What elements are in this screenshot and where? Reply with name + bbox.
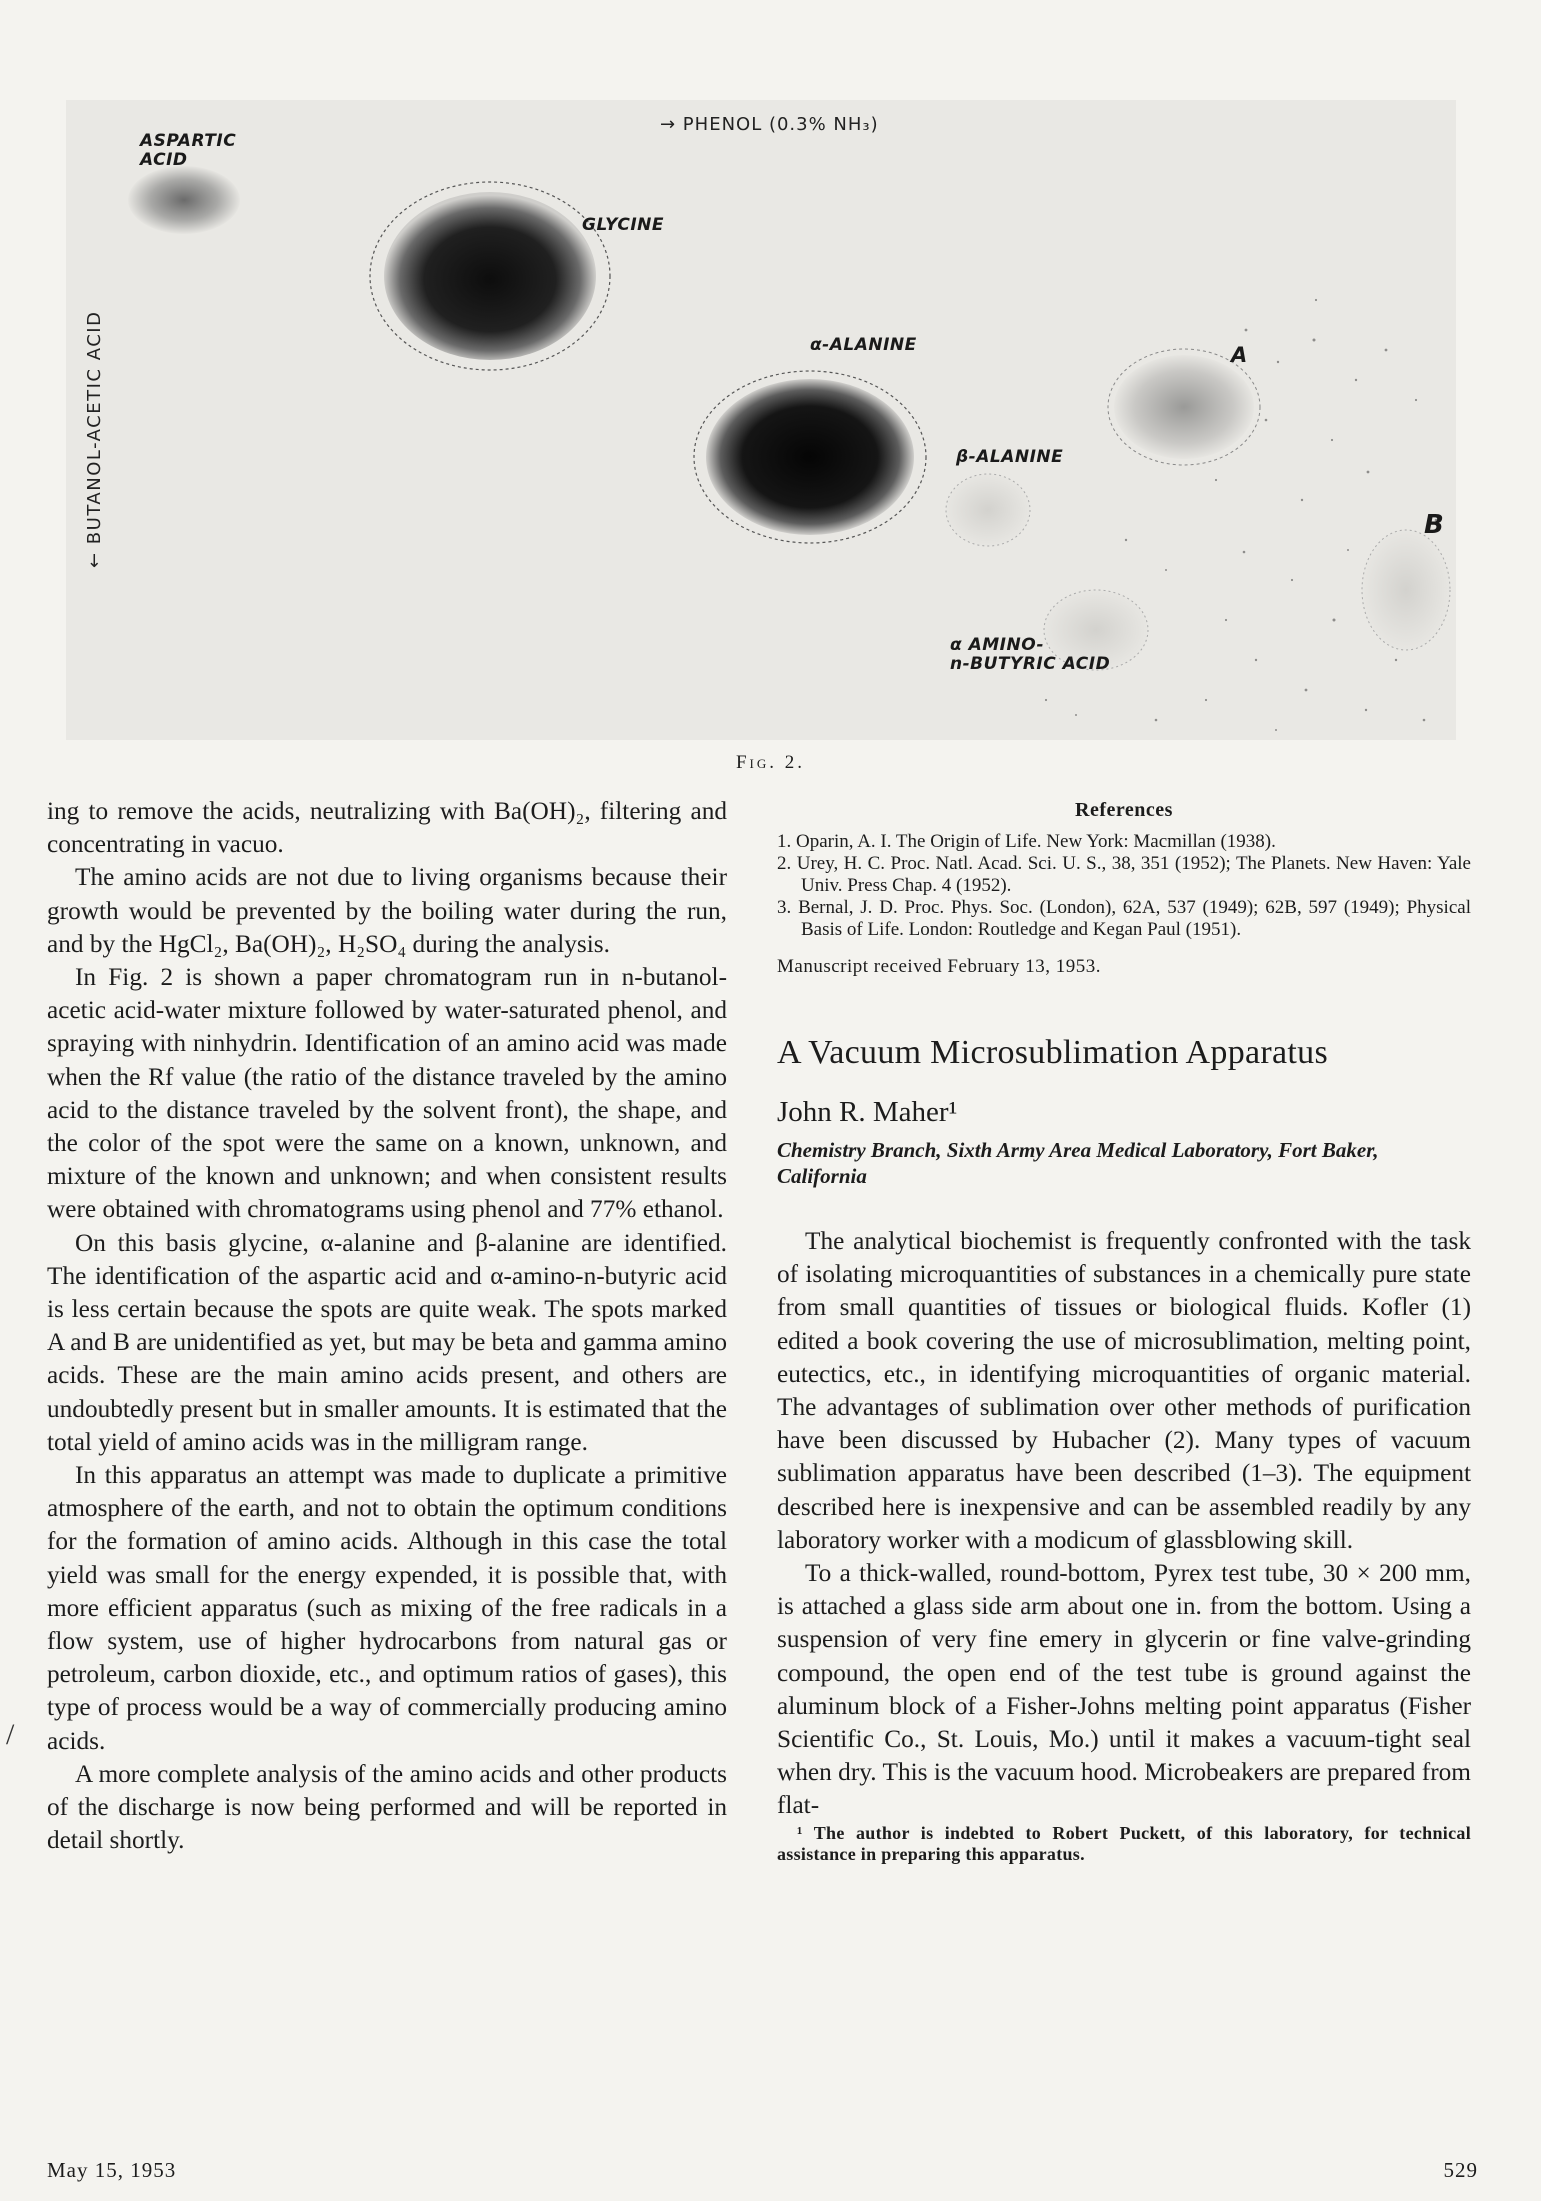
left-paragraph-1: ing to remove the acids, neutralizing with Ba(OH)₂, filtering and concentrating in vacuo.	[47, 797, 727, 859]
reference-item: 1. Oparin, A. I. The Origin of Life. New York: Macmillan (1938).	[777, 831, 1276, 852]
spot-aspartic-acid	[128, 166, 240, 234]
left-column	[47, 795, 727, 1858]
spot-b	[1362, 530, 1450, 650]
margin-mark: /	[6, 1718, 15, 1751]
label-b: B	[1424, 510, 1445, 540]
reference-item: 2. Urey, H. C. Proc. Natl. Acad. Sci. U. S., 38, 351 (1952); The Planets. New Haven: Yale Univ. Press Chap. 4 (1952).	[777, 853, 1471, 896]
label-aminobutyric-acid: α AMINO- n-BUTYRIC ACID	[950, 635, 1111, 674]
left-paragraph-4: On this basis glycine, α-alanine and β-alanine are identified. The identification of the aspartic acid and α-amino-n-butyric acid is less certain because the spots are quite weak. The spots marked A and B are unidentified as yet, but may be beta and gamma amino acids. These are the main amino acids present, and others are undoubtedly present but in smaller amounts. It is estimated that the total yield of amino acids was in the milligram range.	[47, 1228, 728, 1456]
article-title: A Vacuum Microsublimation Apparatus	[777, 1034, 1328, 1071]
spot-a	[1114, 355, 1254, 459]
left-paragraph-5: In this apparatus an attempt was made to duplicate a primitive atmosphere of the earth, and not to obtain the optimum conditions for the formation of amino acids. Although in this case the total yield was small for the energy expended, it is possible that, with more efficient apparatus (such as mixing of the free radicals in a flow system, use of higher hydrocarbons from natural gas or petroleum, carbon dioxide, etc., and optimum ratios of gases), this type of process would be a way of commercially producing amino acids.	[47, 1461, 727, 1755]
label-beta-alanine: β-ALANINE	[956, 447, 1064, 467]
author-affiliation: Chemistry Branch, Sixth Army Area Medical Laboratory, Fort Baker, California	[777, 1138, 1379, 1188]
solvent-butanol-label: ← BUTANOL-ACETIC ACID	[84, 310, 105, 568]
right-column	[777, 795, 1471, 1865]
page-number: 529	[1443, 2158, 1478, 2182]
chromatogram-image	[66, 100, 1456, 740]
author-name: John R. Maher¹	[777, 1096, 958, 1128]
references-heading: References	[1075, 799, 1173, 821]
figure-caption: Fig. 2.	[735, 752, 806, 773]
left-paragraph-2: The amino acids are not due to living organisms because their growth would be prevented by the boiling water during the run, and by the HgCl₂, Ba(OH)₂, H₂SO₄ during the analysis.	[47, 863, 727, 958]
label-aspartic-acid: ASPARTIC ACID	[140, 131, 237, 170]
spot-glycine	[384, 192, 596, 360]
manuscript-received: Manuscript received February 13, 1953.	[777, 956, 1101, 977]
label-glycine: GLYCINE	[582, 215, 664, 235]
spot-beta-alanine	[946, 474, 1030, 546]
right-paragraph-1: The analytical biochemist is frequently confronted with the task of isolating microquantities of substances in a chemically pure state from small quantities of tissues or biological fluids. Kofler (1) edited a book covering the use of microsublimation, melting point, eutectics, etc., in identifying microquantities of organic material. The advantages of sublimation over other methods of purification have been discussed by Hubacher (2). Many types of vacuum sublimation apparatus have been described (1–3). The equipment described here is inexpensive and can be assembled readily by any laboratory worker with a modicum of glassblowing skill.	[777, 1227, 1471, 1554]
label-a: A	[1231, 343, 1248, 367]
solvent-phenol-label: → PHENOL (0.3% NH₃)	[660, 114, 879, 135]
left-paragraph-6: A more complete analysis of the amino acids and other products of the discharge is now being performed and will be reported in detail shortly.	[47, 1759, 727, 1855]
footnote: ¹ The author is indebted to Robert Puckett, of this laboratory, for technical assistance in preparing this apparatus.	[777, 1822, 1471, 1864]
footer-date: May 15, 1953	[47, 2158, 177, 2182]
spot-alpha-alanine	[706, 379, 914, 535]
label-alpha-alanine: α-ALANINE	[810, 335, 917, 355]
chromatogram-figure	[66, 100, 1456, 740]
reference-item: 3. Bernal, J. D. Proc. Phys. Soc. (London), 62A, 537 (1949); 62B, 597 (1949); Physical Basis of Life. London: Routledge and Kegan Paul (1951).	[777, 897, 1471, 940]
right-paragraph-2: To a thick-walled, round-bottom, Pyrex test tube, 30 × 200 mm, is attached a glass side arm about one in. from the bottom. Using a suspension of very fine emery in glycerin or fine valve-grinding compound, the open end of the test tube is ground against the aluminum block of a Fisher-Johns melting point apparatus (Fisher Scientific Co., St. Louis, Mo.) until it makes a vacuum-tight seal when dry. This is the vacuum hood. Microbeakers are prepared from flat-	[777, 1559, 1471, 1820]
left-paragraph-3: In Fig. 2 is shown a paper chromatogram run in n-butanol-acetic acid-water mixture followed by water-saturated phenol, and spraying with ninhydrin. Identification of an amino acid was made when the Rf value (the ratio of the distance traveled by the amino acid to the distance traveled by the solvent front), the shape, and the color of the spot were the same on a known, unknown, and mixture of the known and unknown; and when consistent results were obtained with chromatograms using phenol and 77% ethanol.	[47, 963, 727, 1224]
